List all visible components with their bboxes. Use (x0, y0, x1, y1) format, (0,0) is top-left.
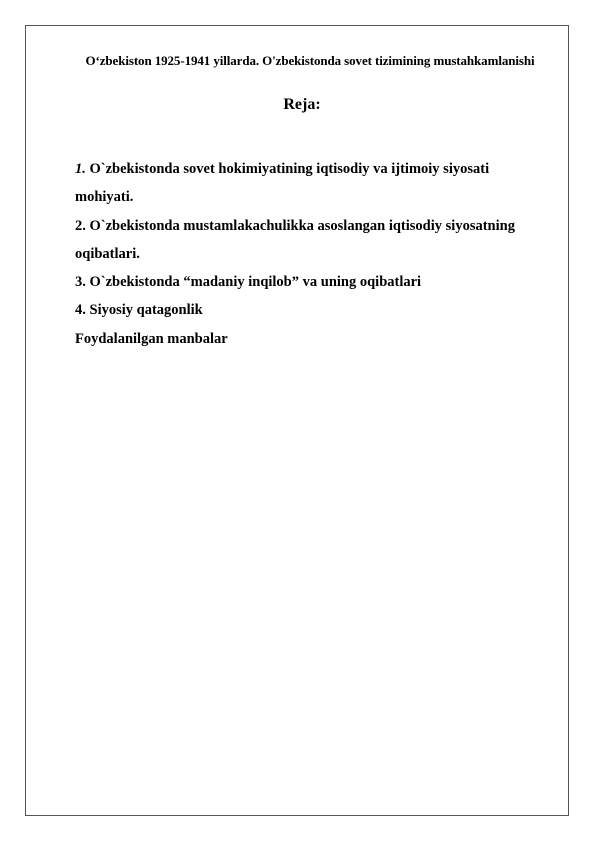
plan-item-number: 4. (75, 302, 86, 319)
plan-item-number: 1. (75, 161, 86, 177)
plan-item-text: O`zbekistonda sovet hokimiyatining iqtisodiy va ijtimoiy siyosati mohiyati. (75, 161, 490, 206)
plan-item-4 (75, 296, 545, 324)
references-label: Foydalanilgan manbalar (75, 330, 228, 347)
plan-item-3 (75, 268, 545, 296)
plan-item-1 (75, 155, 545, 212)
plan-item-text: O`zbekistonda “madaniy inqilob” va uning oqibatlari (85, 274, 422, 291)
plan-list (75, 155, 545, 353)
plan-item-number: 2. (75, 217, 86, 234)
plan-item-2 (75, 212, 545, 269)
page-border (25, 25, 569, 816)
plan-item-text: O`zbekistonda mustamlakachulikka asoslangan iqtisodiy siyosatning oqibatlari. (75, 217, 515, 262)
plan-item-number: 3. (75, 274, 86, 291)
plan-heading: Reja: (283, 96, 321, 113)
plan-item-text: Siyosiy qatagonlik (85, 302, 203, 319)
document-title: O‘zbekiston 1925-1941 yillarda. O'zbekistonda sovet tizimining mustahkamlanishi (85, 53, 535, 68)
